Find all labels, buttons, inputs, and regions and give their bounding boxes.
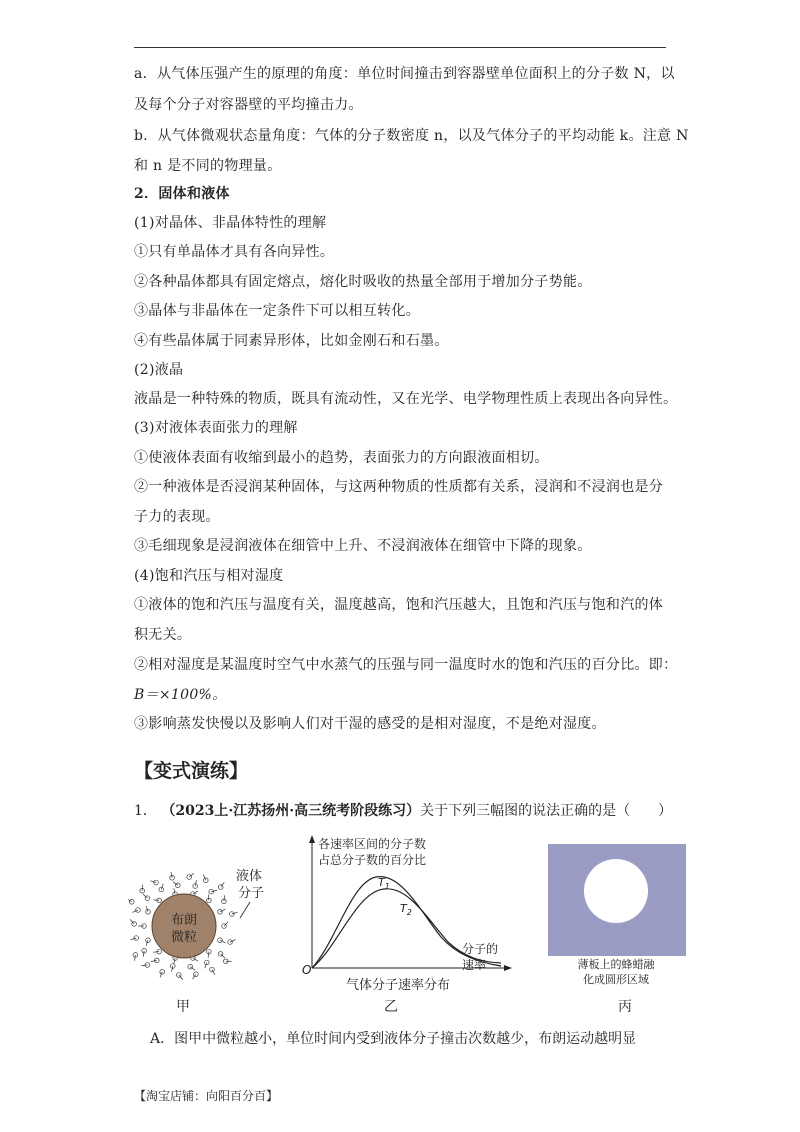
origin-label: O <box>302 963 312 977</box>
caption-jia: 甲 <box>176 999 190 1015</box>
x-arrow <box>504 965 512 971</box>
liquid-label: 液体 <box>236 869 263 884</box>
xlabel-1: 分子的 <box>462 942 499 956</box>
text-line: 子力的表现。 <box>134 509 220 525</box>
text-line: ①只有单晶体才具有各向异性。 <box>134 244 335 260</box>
text-line: (2)液晶 <box>134 362 184 378</box>
text-line: b．从气体微观状态量角度：气体的分子数密度 n，以及气体分子的平均动能 k。注意 N <box>134 128 689 144</box>
text-line: ④有些晶体属于同素异形体，比如金刚石和石墨。 <box>134 333 449 349</box>
t2-label: $T_2$ <box>400 902 412 917</box>
text-line: 积无关。 <box>134 627 192 643</box>
caption-bing: 丙 <box>618 999 632 1015</box>
liquid-molecule <box>228 940 233 945</box>
figure-jia <box>128 860 270 980</box>
text-line: (1)对晶体、非晶体特性的理解 <box>134 215 327 231</box>
caption-yi: 乙 <box>384 999 398 1015</box>
question-number: 1． <box>134 803 157 819</box>
ylabel-1: 各速率区间的分子数 <box>318 837 427 851</box>
subheading: 2．固体和液体 <box>134 186 230 202</box>
text-line: ②各种晶体都具有固定熔点，熔化时吸收的热量全部用于增加分子势能。 <box>134 274 592 290</box>
particle-label-2: 微粒 <box>170 930 198 945</box>
text-line: (4)饱和汽压与相对湿度 <box>134 568 284 584</box>
liquid-molecule <box>160 970 165 975</box>
xlabel-2: 速率 <box>462 958 487 972</box>
text-line: 和 n 是不同的物理量。 <box>134 158 282 174</box>
melted-wax-circle <box>584 859 648 923</box>
text-line: 及每个分子对容器壁的平均撞击力。 <box>134 97 363 113</box>
liquid-molecule <box>171 964 176 969</box>
particle-label-1: 布朗 <box>170 913 198 928</box>
text-line: ③影响蒸发快慢以及影响人们对干湿的感受的是相对湿度，不是绝对湿度。 <box>134 716 606 732</box>
option-a: A．图甲中微粒越小，单位时间内受到液体分子撞击次数越少，布朗运动越明显 <box>150 1031 637 1047</box>
bing-label-1: 薄板上的蜂蜡融 <box>577 958 655 971</box>
text-line: ③晶体与非晶体在一定条件下可以相互转化。 <box>134 303 420 319</box>
text-line: ①液体的饱和汽压与温度有关，温度越高，饱和汽压越大，且饱和汽压与饱和汽的体 <box>134 597 664 613</box>
curve-t2 <box>312 889 501 968</box>
chart-title: 气体分子速率分布 <box>346 978 451 993</box>
text-line: a．从气体压强产生的原理的角度：单位时间撞击到容器壁单位面积上的分子数 N，以 <box>134 66 675 82</box>
section-title: 【变式演练】 <box>134 760 249 782</box>
question-text: 关于下列三幅图的说法正确的是（ ） <box>420 803 673 819</box>
text-line: (3)对液体表面张力的理解 <box>134 420 298 436</box>
footer: 【淘宝店铺：向阳百分百】 <box>134 1089 279 1103</box>
text-line: ②一种液体是否浸润某种固体，与这两种物质的性质都有关系，浸润和不浸润也是分 <box>134 479 664 495</box>
bing-label-2: 化成圆形区域 <box>583 973 649 986</box>
text-line: B＝×100%。 <box>134 687 227 703</box>
ylabel-2: 占总分子数的百分比 <box>318 853 427 867</box>
figure-bing <box>548 844 686 990</box>
figure-yi <box>296 832 516 997</box>
text-line: ②相对湿度是某温度时空气中水蒸气的压强与同一温度时水的饱和汽压的百分比。即： <box>134 657 678 673</box>
text-line: 液晶是一种特殊的物质，既具有流动性，又在光学、电学物理性质上表现出各向异性。 <box>134 391 678 407</box>
liquid-label: 分子 <box>238 886 265 901</box>
text-line: ③毛细现象是浸润液体在细管中上升、不浸润液体在细管中下降的现象。 <box>134 538 592 554</box>
t1-label: $T_1$ <box>378 876 390 891</box>
text-line: ①使液体表面有收缩到最小的趋势，表面张力的方向跟液面相切。 <box>134 450 549 466</box>
question <box>134 800 672 820</box>
liquid-molecule <box>204 878 209 883</box>
question-source: （2023上·江苏扬州·高三统考阶段练习） <box>161 803 421 819</box>
y-arrow <box>309 835 315 843</box>
pointer-line <box>240 902 250 918</box>
header-rule <box>134 47 666 48</box>
liquid-molecule <box>159 887 164 892</box>
